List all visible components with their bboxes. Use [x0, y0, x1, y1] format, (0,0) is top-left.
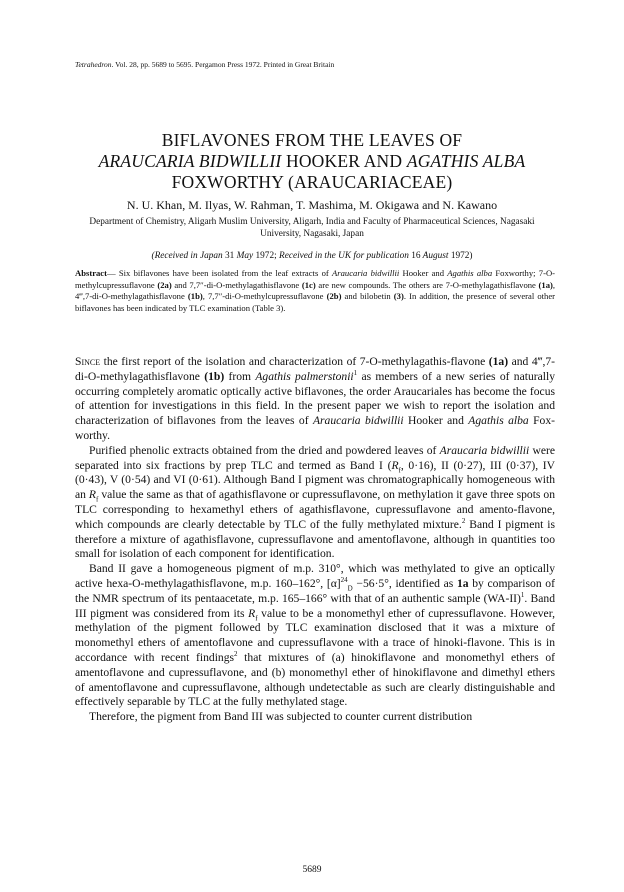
running-head: Tetrahedron. Vol. 28, pp. 5689 to 5695. Pergamon Press 1972. Printed in Great Britain	[75, 60, 335, 69]
reference-mark: 2	[234, 650, 238, 659]
title-line-3: FOXWORTHY (ARAUCARIACEAE)	[171, 172, 453, 192]
received-dates: (Received in Japan 31 May 1972; Received in the UK for publication 16 August 1972)	[151, 251, 473, 261]
article-title	[62, 130, 562, 193]
article-body	[75, 355, 555, 725]
reference-mark: 2	[461, 516, 466, 525]
reference-mark: 1	[353, 368, 358, 377]
paragraph-3: Band II gave a homogeneous pigment of m.p. 310°, which was methylated to give an optically active hexa-O-methylagathisflavone, m.p. 160–162°, $[\alpha]^{24}_D -56\cdot 5^\circ$, identified as 1a by comparison of the NMR spectrum of its pentaacetate, m.p. 165–166° with that of an authentic sample $(WA-II)^1$. Band III pigment was considered from its $R_f$ value to be a monomethyl ether of cupressuflavone. However, methylation of the pigment followed by TLC examination disclosed that it was a mixture of monomethyl ethers of amentoflavone and cupressuflavone with a trace of hinoki-flavone. This is in accordance with recent findings$^2$ that mixtures of (a) hinokiflavone and monomethyl ethers of amentoflavone and cupressuflavone, and (b) monomethyl ether of hinokiflavone and dimethyl ethers of amentoflavone and cupressuflavone, although undetectable as such are clearly distinguishable and effectively separable by TLC at the fully methylated stage.	[75, 562, 555, 709]
title-line-1: BIFLAVONES FROM THE LEAVES OF	[161, 130, 463, 150]
journal-citation: Vol. 28, pp. 5689 to 5695. Pergamon Press 1972. Printed in Great Britain	[115, 60, 335, 69]
author-list: N. U. Khan, M. Ilyas, W. Rahman, T. Mashima, M. Okigawa and N. Kawano	[126, 198, 498, 212]
title-connector: HOOKER AND	[281, 151, 407, 171]
title-line-2	[62, 151, 562, 172]
abstract: Abstract— Six biflavones have been isolated from the leaf extracts of Araucaria bidwillii Hooker and Agathis alba Foxworthy; 7-O-methylcupressuflavone (2a) and 7,7″-di-O-methylagathisflavone (1c) are new compounds. The others are 7-O-methylagathisflavone (1a), 4‴,7-di-O-methylagathisflavone (1b), 7,7″-di-O-methylcupressuflavone (2b) and bilobetin (3). In addition, the presence of several other biflavones has been indicated by TLC examination (Table 3).	[75, 268, 556, 313]
paragraph-2: Purified phenolic extracts obtained from the dried and powdered leaves of Araucaria bidwillii were separated into six fractions by prep TLC and termed as Band I ($R_f$, 0·16), II (0·27), III (0·37), IV (0·43), V (0·54) and VI (0·61). Although Band I pigment was chromatographically homogeneous with an $R_f$ value the same as that of agathisflavone or cupressuflavone, on methylation it gave three spots on TLC corresponding to hexamethyl ethers of agathisflavone, cupressuflavone and amento-flavone, which compounds are clearly detectable by TLC of the fully methylated mixture.$^2$ Band I pigment is therefore a mixture of agathisflavone, cupressuflavone and amentoflavone, although in quantities too small for isolation of each component for identification.	[75, 443, 555, 561]
paragraph-4: Therefore, the pigment from Band III was subjected to counter current distribution	[89, 710, 473, 724]
abstract-label: Abstract	[75, 268, 107, 278]
title-species-1: ARAUCARIA BIDWILLII	[98, 151, 282, 171]
paragraph-1: Since the first report of the isolation and characterization of 7-O-methylagathis-flavone (1a) and 4‴,7-di-O-methylagathisflavone (1b) from Agathis palmerstonii$^1$ as members of a new series of naturally occurring completely aromatic optically active biflavones, the order Araucariales has become the focus of attention for investigations in this field. In the present paper we wish to report the isolation and characterization of biflavones from the leaves of Araucaria bidwillii Hooker and Agathis alba Fox-worthy.	[75, 355, 555, 442]
title-species-2: AGATHIS ALBA	[406, 151, 526, 171]
affiliation: Department of Chemistry, Aligarh Muslim University, Aligarh, India and Faculty of Pharmaceutical Sciences, Nagasaki University, Nagasaki, Japan	[89, 217, 535, 239]
reference-mark: 1	[520, 590, 525, 599]
page-number: 5689	[302, 865, 322, 875]
journal-name: Tetrahedron	[75, 60, 112, 69]
